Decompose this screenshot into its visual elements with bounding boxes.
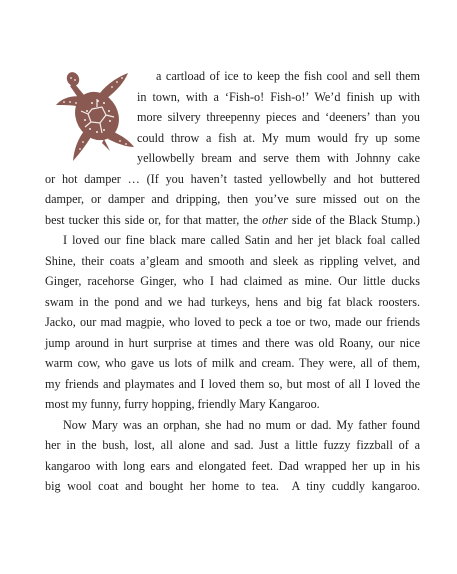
text-line: in town, with a ‘Fish-o! Fish-o!’ We’d finish up with	[137, 90, 420, 104]
text-line: her in the bush, lost, all alone and sad. Just a little fuzzy fizzball of a	[45, 438, 420, 452]
text-line: yellowbelly bream and serve them with Johnny cake	[137, 151, 420, 165]
text-line: Now Mary was an orphan, she had no mum or dad. My father found	[63, 418, 420, 432]
text-line: more silvery threepenny pieces and ‘deeners’ than you	[137, 110, 420, 124]
text-line: Jacko, our mad magpie, who loved to peck a toe or two, made our friends	[45, 315, 420, 329]
text-line: a cartload of ice to keep the fish cool and sell them	[156, 69, 420, 83]
text-line: or hot damper … (If you haven’t tasted yellowbelly and hot buttered	[45, 172, 420, 186]
emphasis-text: other	[262, 213, 288, 227]
text-line: warm cow, who gave us lots of milk and cream. They were, all of them,	[45, 356, 420, 370]
text-line: most my funny, furry hopping, friendly Mary Kangaroo.	[45, 397, 320, 411]
turtle-icon	[54, 69, 140, 165]
text-line: jump around in hurt surprise at times and there was old Roany, our nice	[45, 336, 420, 350]
text-line: Ginger, racehorse Ginger, who I had claimed as mine. Our little ducks	[45, 274, 420, 288]
text-line: my friends and playmates and I loved them so, but most of all I loved the	[45, 377, 420, 391]
text-line: I loved our fine black mare called Satin and her jet black foal called	[63, 233, 420, 247]
text-line: big wool coat and bought her home to tea. A tiny cuddly kangaroo.	[45, 479, 420, 493]
text-line: swam in the pond and we had turkeys, hens and big fat black roosters.	[45, 295, 420, 309]
text-line: kangaroo with long ears and elongated feet. Dad wrapped her up in his	[45, 459, 420, 473]
text-line: damper, or damper and dripping, then you’ve sure missed out on the	[45, 192, 420, 206]
text-line: could throw a fish at. My mum would fry up some	[137, 131, 420, 145]
text-line: best tucker this side or, for that matter, the other side of the Black Stump.)	[45, 213, 420, 227]
text-line: Shine, their coats a’gleam and smooth and sleek as rippling velvet, and	[45, 254, 420, 268]
